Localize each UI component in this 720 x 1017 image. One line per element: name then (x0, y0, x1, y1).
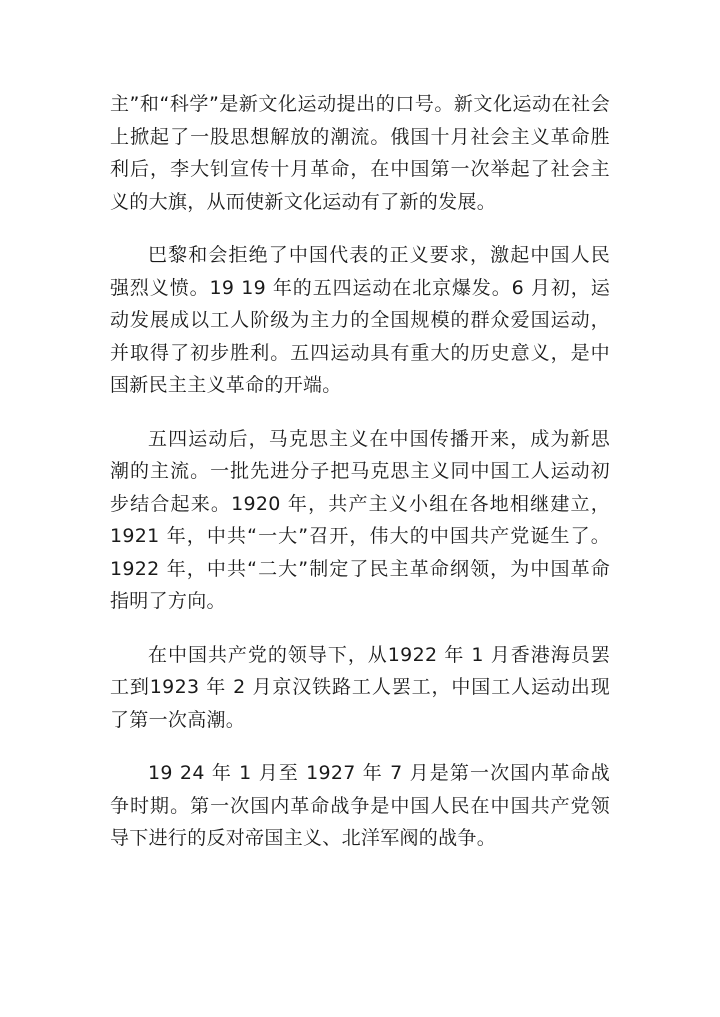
paragraph-first-revolutionary-war: 19 24 年 1 月至 1927 年 7 月是第一次国内革命战争时期。第一次国内革命战争是中国人民在中国共产党领导下进行的反对帝国主义、北洋军阀的战争。 (110, 762, 610, 849)
paragraph-new-culture-movement: 主”和“科学”是新文化运动提出的口号。新文化运动在社会上掀起了一股思想解放的潮流。俄国十月社会主义革命胜利后，李大钊宣传十月革命，在中国第一次举起了社会主义的大旗，从而使新文化运动有了新的发展。 (110, 93, 610, 213)
paragraph-marxism-spread: 五四运动后，马克思主义在中国传播开来，成为新思潮的主流。一批先进分子把马克思主义同中国工人运动初步结合起来。1920 年，共产主义小组在各地相继建立，1921 年，中共“一大”召开，伟大的中国共产党诞生了。1922 年，中共“二大”制定了民主革命纲领，为中国革命指明了方向。 (110, 427, 610, 612)
paragraph-workers-movement: 在中国共产党的领导下，从1922 年 1 月香港海员罢工到1923 年 2 月京汉铁路工人罢工，中国工人运动出现了第一次高潮。 (110, 643, 610, 731)
document-body (110, 88, 610, 876)
paragraph-may-fourth-movement: 巴黎和会拒绝了中国代表的正义要求，激起中国人民强烈义愤。19 19 年的五四运动在北京爆发。6 月初，运动发展成以工人阶级为主力的全国规模的群众爱国运动，并取得了初步胜利。五四运动具有重大的历史意义，是中国新民主主义革命的开端。 (110, 244, 610, 396)
